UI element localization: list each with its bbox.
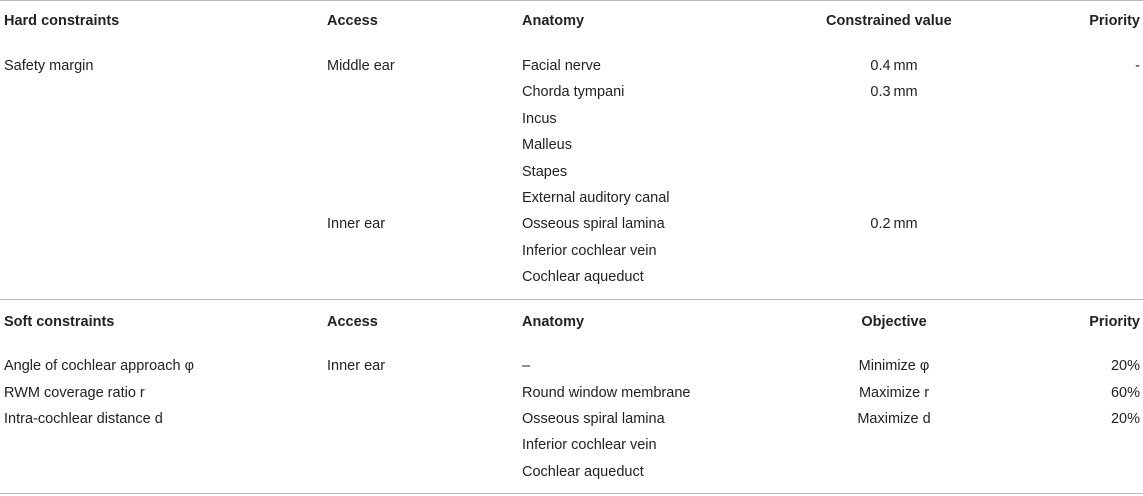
priority-cell: 20% [1110,358,1140,374]
value-cell: 0.3 mm [870,84,918,100]
value-cell: 0.4 mm [870,58,918,74]
objective-cell: Minimize φ [858,358,930,374]
anatomy-cell: Osseous spiral lamina [522,411,665,427]
anatomy-cell: Stapes [522,164,568,180]
hard-header-priority: Priority [1089,13,1140,29]
top-rule [0,0,1143,1]
bottom-rule [0,493,1143,494]
access-cell: Inner ear [327,216,386,232]
constraint-name: Angle of cochlear approach φ [4,358,194,374]
objective-cell: Maximize d [857,411,931,427]
priority-cell: - [1135,58,1140,74]
table-row [0,353,1143,379]
hard-header-row [0,8,1143,34]
soft-header-access: Access [327,314,378,330]
soft-header-priority: Priority [1089,314,1140,330]
soft-header-col1: Soft constraints [4,314,115,330]
anatomy-cell: Cochlear aqueduct [522,464,644,480]
table-row [0,106,1143,132]
value-cell: 0.2 mm [870,216,918,232]
anatomy-cell: Facial nerve [522,58,601,74]
constraint-name: Safety margin [4,58,94,74]
table-row [0,380,1143,406]
hard-header-access: Access [327,13,378,29]
anatomy-cell: Inferior cochlear vein [522,243,657,259]
anatomy-cell: Incus [522,111,557,127]
table-row [0,79,1143,105]
table-row [0,432,1143,458]
constraint-name: RWM coverage ratio r [4,385,145,401]
anatomy-cell: Round window membrane [522,385,691,401]
anatomy-cell: External auditory canal [522,190,670,206]
table-row [0,459,1143,485]
table-row [0,211,1143,237]
soft-header-anatomy: Anatomy [522,314,585,330]
table-row [0,159,1143,185]
constraint-name: Intra-cochlear distance d [4,411,163,427]
table-row [0,264,1143,290]
soft-header-objective: Objective [861,314,927,330]
section-divider [0,299,1143,300]
anatomy-cell: Chorda tympani [522,84,625,100]
anatomy-cell: Cochlear aqueduct [522,269,644,285]
table-row [0,132,1143,158]
table-row [0,238,1143,264]
anatomy-cell: Malleus [522,137,572,153]
objective-cell: Maximize r [858,385,930,401]
hard-header-value: Constrained value [826,13,952,29]
table-row [0,185,1143,211]
priority-cell: 60% [1110,385,1140,401]
soft-header-row [0,309,1143,335]
hard-header-col1: Hard constraints [4,13,120,29]
priority-cell: 20% [1110,411,1140,427]
access-cell: Middle ear [327,58,395,74]
access-cell: Inner ear [327,358,386,374]
anatomy-cell: – [522,358,531,374]
hard-header-anatomy: Anatomy [522,13,585,29]
anatomy-cell: Inferior cochlear vein [522,437,657,453]
anatomy-cell: Osseous spiral lamina [522,216,665,232]
table-row [0,53,1143,79]
table-row [0,406,1143,432]
